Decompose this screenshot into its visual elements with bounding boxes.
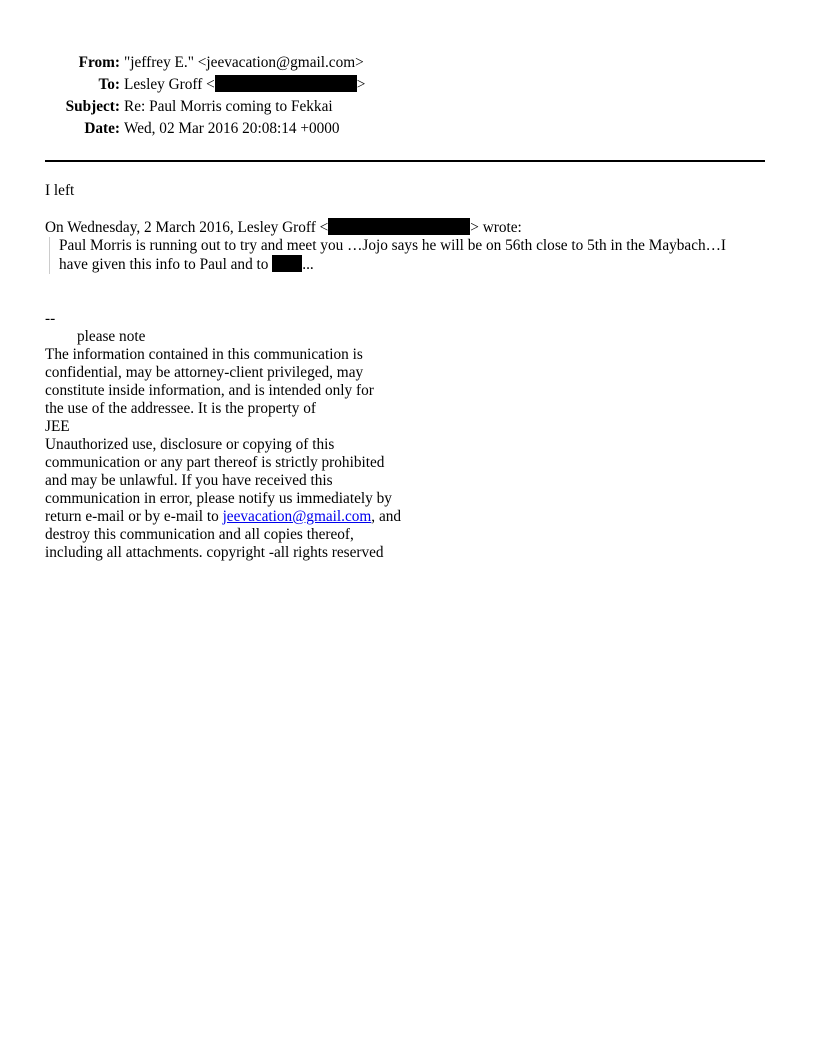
redaction-box (272, 255, 302, 272)
attribution-prefix: On Wednesday, 2 March 2016, Lesley Groff < (45, 219, 329, 236)
from-row (45, 53, 765, 75)
disclaimer-line: communication or any part thereof is strictly prohibited (45, 454, 385, 471)
disclaimer-line: confidential, may be attorney-client privileged, may (45, 364, 364, 381)
disclaimer-line: JEE (45, 418, 70, 435)
quote-line: Paul Morris is running out to try and meet you …Jojo says he will be on 56th close to 5th in the Maybach…I (59, 237, 727, 254)
disclaimer-email-line (45, 508, 465, 526)
redaction-box (215, 75, 357, 92)
quote-line-suffix: ... (302, 256, 314, 273)
quote-line-prefix: have given this info to Paul and to (59, 256, 273, 273)
disclaimer-line: constitute inside information, and is intended only for (45, 382, 374, 399)
quote-line (59, 255, 765, 274)
to-value-suffix: > (356, 76, 366, 93)
redaction-box (328, 218, 470, 235)
subject-label: Subject: (65, 98, 120, 115)
email-line-suffix: , and (371, 508, 402, 525)
from-label: From: (78, 54, 120, 71)
date-label: Date: (84, 120, 120, 137)
email-link[interactable]: jeevacation@gmail.com (222, 508, 372, 525)
date-value: Wed, 02 Mar 2016 20:08:14 +0000 (124, 120, 340, 137)
date-row (45, 119, 765, 141)
disclaimer-line: including all attachments. copyright -all rights reserved (45, 544, 384, 561)
reply-text: I left (45, 182, 75, 199)
attribution-suffix: > wrote: (470, 219, 522, 236)
to-row (45, 75, 765, 97)
disclaimer-line: The information contained in this communication is (45, 346, 363, 363)
quoted-message (49, 237, 765, 274)
subject-row (45, 97, 765, 119)
subject-value: Re: Paul Morris coming to Fekkai (124, 98, 333, 115)
email-signature (45, 310, 465, 562)
header-divider (45, 160, 765, 162)
email-line-prefix: return e-mail or by e-mail to (45, 508, 223, 525)
disclaimer-line: destroy this communication and all copies thereof, (45, 526, 354, 543)
from-value: "jeffrey E." <jeevacation@gmail.com> (124, 54, 364, 71)
signature-separator: -- (45, 310, 56, 327)
to-value-prefix: Lesley Groff < (124, 76, 215, 93)
quote-attribution (45, 218, 765, 237)
email-header (45, 53, 765, 141)
disclaimer-line: communication in error, please notify us immediately by (45, 490, 392, 507)
disclaimer-line: the use of the addressee. It is the property of (45, 400, 317, 417)
signature-note: please note (77, 328, 146, 345)
disclaimer-line: Unauthorized use, disclosure or copying of this (45, 436, 335, 453)
message-body (45, 182, 765, 274)
spacer (45, 200, 765, 218)
to-label: To: (98, 76, 120, 93)
disclaimer-line: and may be unlawful. If you have received this (45, 472, 333, 489)
